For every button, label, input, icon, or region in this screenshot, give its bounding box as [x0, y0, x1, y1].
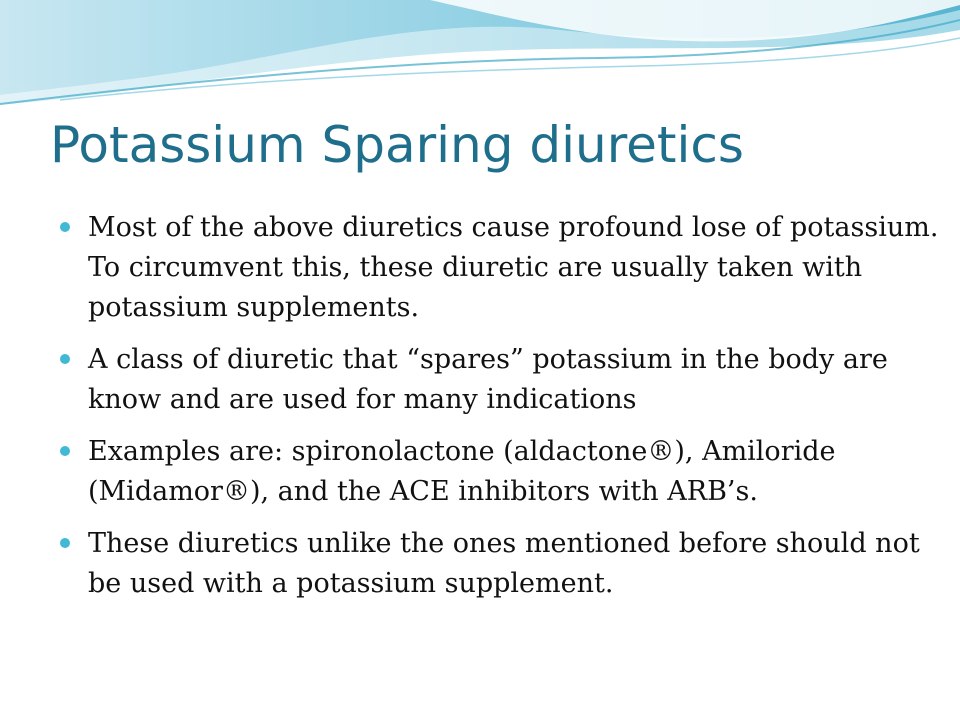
bullet-item [60, 340, 940, 420]
bullet-item [60, 524, 940, 604]
bullet-dot-icon [60, 446, 70, 456]
bullet-text: Examples are: spironolactone (aldactone®), Amiloride (Midamor®), and the ACE inhibitors with ARB’s. [88, 436, 836, 507]
wave-header-decoration [0, 0, 960, 120]
bullet-text: These diuretics unlike the ones mentioned before should not be used with a potassium supplement. [88, 528, 920, 599]
bullet-dot-icon [60, 354, 70, 364]
bullet-dot-icon [60, 222, 70, 232]
bullet-list [60, 208, 940, 616]
bullet-dot-icon [60, 538, 70, 548]
bullet-text: Most of the above diuretics cause profound lose of potassium. To circumvent this, these diuretic are usually taken with potassium supplements. [88, 212, 939, 323]
bullet-text: A class of diuretic that “spares” potassium in the body are know and are used for many indications [88, 344, 888, 415]
slide-title: Potassium Sparing diuretics [50, 116, 744, 174]
bullet-item [60, 432, 940, 512]
bullet-item [60, 208, 940, 328]
